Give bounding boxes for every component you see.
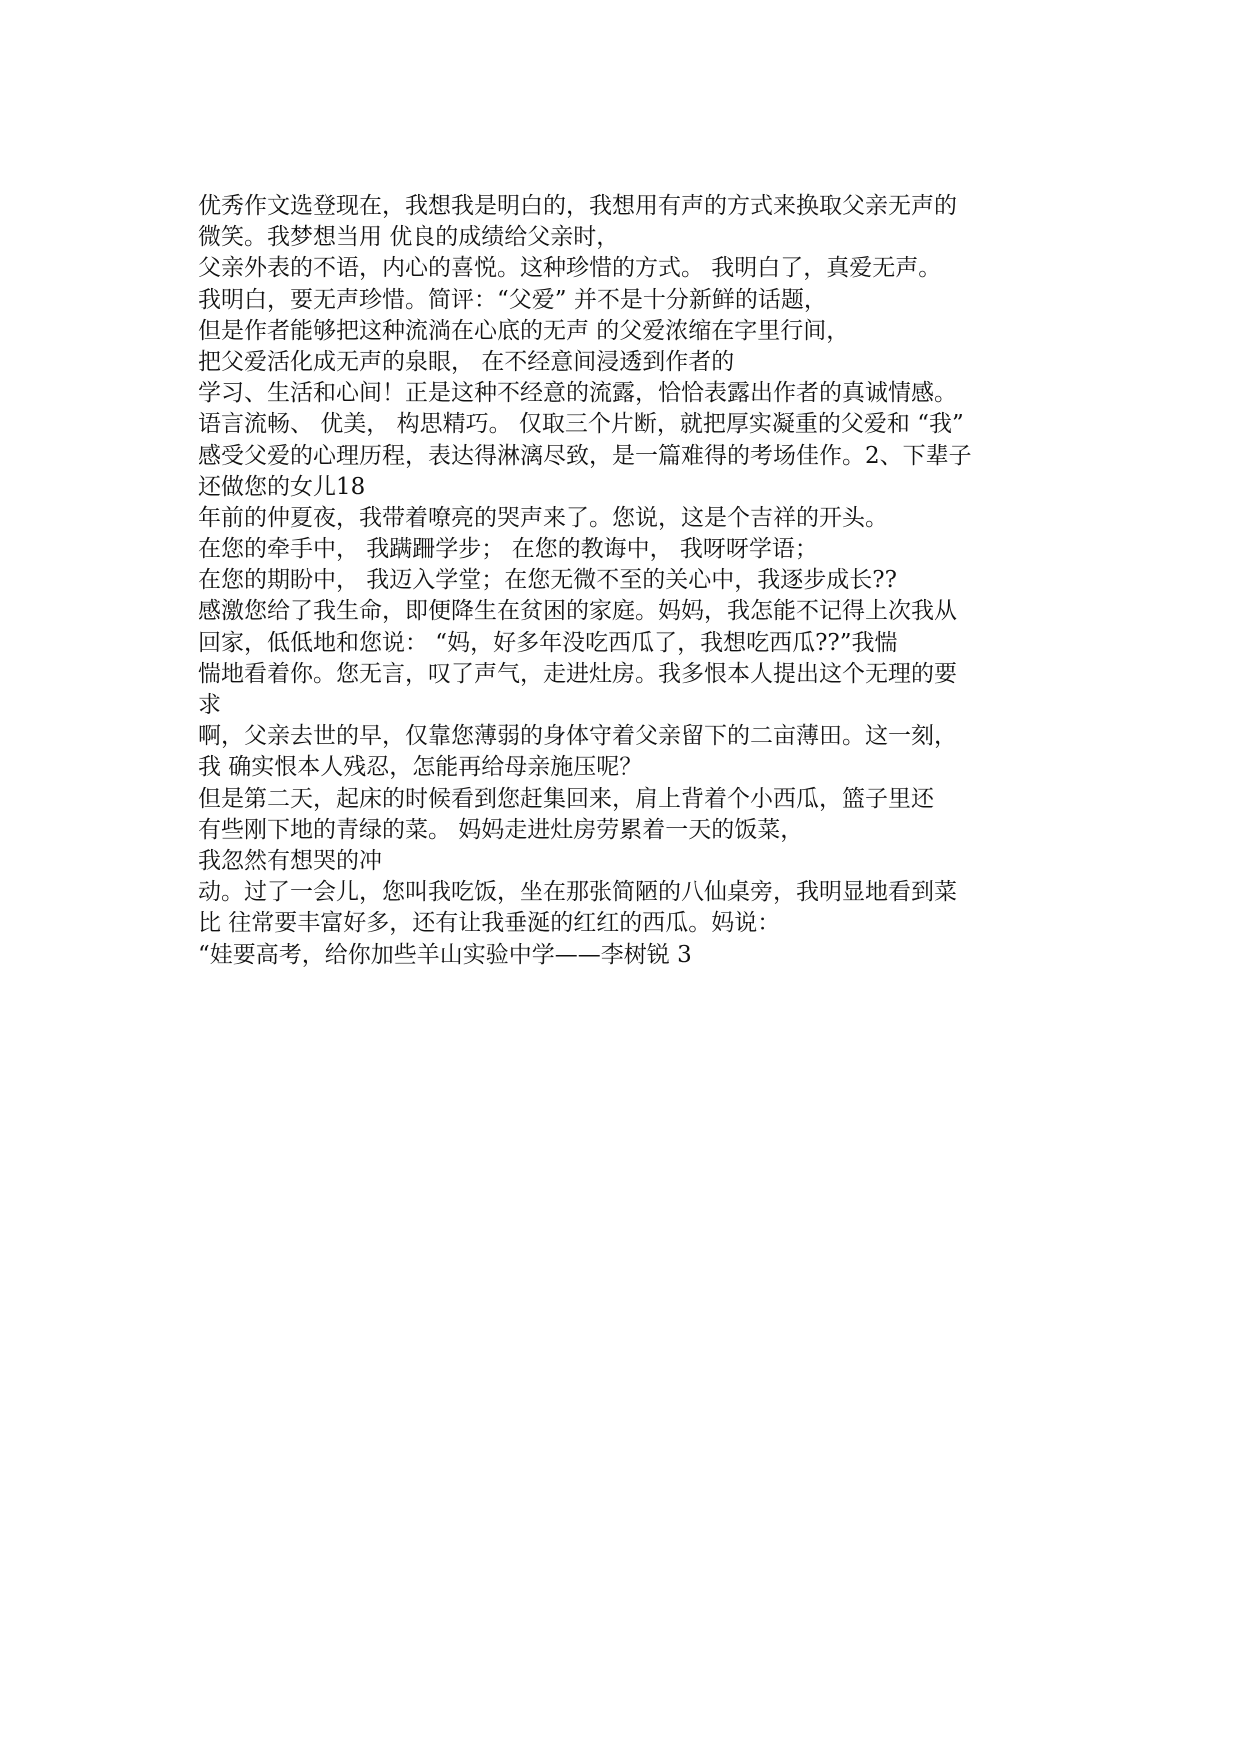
text-line: 微笑。我梦想当用 优良的成绩给父亲时，	[198, 224, 620, 251]
text-line: 回家，低低地和您说： “妈，好多年没吃西瓜了，我想吃西瓜??”我惴	[198, 629, 898, 656]
text-line: 比 往常要丰富好多，还有让我垂涎的红红的西瓜。妈说：	[198, 910, 781, 937]
text-line: 啊，父亲去世的早，仅靠您薄弱的身体守着父亲留下的二亩薄田。这一刻，	[198, 723, 957, 750]
text-line: 求	[198, 692, 221, 718]
text-line: 但是作者能够把这种流淌在心底的无声 的父爱浓缩在字里行间，	[198, 317, 850, 344]
text-line: 我忽然有想哭的冲	[198, 847, 382, 874]
text-line: 语言流畅、 优美， 构思精巧。 仅取三个片断，就把厚实凝重的父爱和 “我”	[198, 411, 964, 438]
text-line: 感激您给了我生命，即便降生在贫困的家庭。妈妈，我怎能不记得上次我从	[198, 598, 957, 625]
text-line: 我明白，要无声珍惜。简评：“父爱” 并不是十分新鲜的话题，	[198, 286, 827, 313]
text-line: 我 确实恨本人残忍，怎能再给母亲施压呢？	[198, 754, 643, 781]
text-line: 惴地看着你。您无言，叹了声气，走进灶房。我多恨本人提出这个无理的要	[198, 660, 957, 687]
text-line: “娃要高考，给你加些羊山实验中学——李树锐 3	[198, 941, 692, 968]
essay-text-block	[198, 191, 1078, 971]
text-line: 年前的仲夏夜，我带着嘹亮的哭声来了。您说，这是个吉祥的开头。	[198, 504, 888, 531]
text-line: 把父爱活化成无声的泉眼， 在不经意间浸透到作者的	[198, 348, 735, 375]
text-line: 父亲外表的不语，内心的喜悦。这种珍惜的方式。 我明白了，真爱无声。	[198, 255, 942, 282]
text-line: 有些刚下地的青绿的菜。 妈妈走进灶房劳累着一天的饭菜，	[198, 816, 804, 843]
text-line: 但是第二天，起床的时候看到您赶集回来，肩上背着个小西瓜，篮子里还	[198, 785, 934, 812]
text-line: 在您的牵手中， 我蹒跚学步； 在您的教诲中， 我呀呀学语；	[198, 536, 818, 563]
text-line: 学习、生活和心间！正是这种不经意的流露，恰恰表露出作者的真诚情感。	[198, 380, 957, 407]
text-line: 动。过了一会儿，您叫我吃饭，坐在那张简陋的八仙桌旁，我明显地看到菜	[198, 879, 957, 906]
text-line: 优秀作文选登现在，我想我是明白的，我想用有声的方式来换取父亲无声的	[198, 193, 957, 219]
text-line: 在您的期盼中， 我迈入学堂；在您无微不至的关心中，我逐步成长??	[198, 567, 897, 594]
text-line: 还做您的女儿18	[198, 473, 366, 500]
text-line: 感受父爱的心理历程，表达得淋漓尽致，是一篇难得的考场佳作。2、下辈子	[198, 442, 972, 469]
